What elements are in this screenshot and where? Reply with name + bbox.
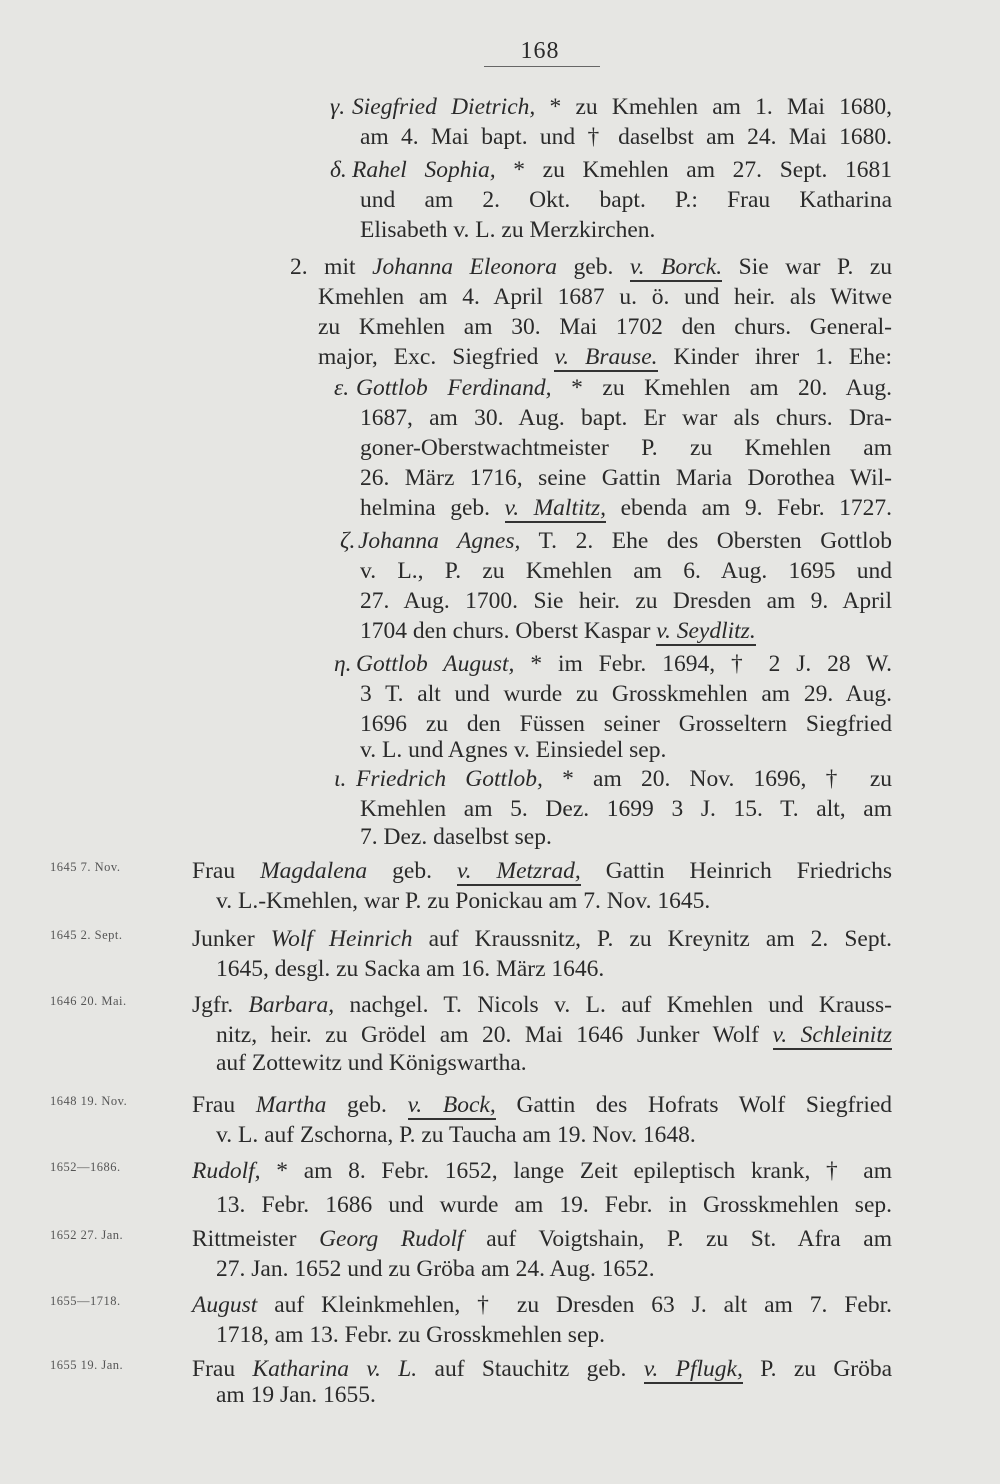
delta-line-3: Elisabeth v. L. zu Merzkirchen. xyxy=(360,217,656,243)
epsilon-line-2: 1687, am 30. Aug. bapt. Er war als churs. Dra- xyxy=(360,405,892,431)
zeta-line-2: v. L., P. zu Kmehlen am 6. Aug. 1695 und xyxy=(360,558,892,584)
epsilon-line-1: ε. Gottlob Ferdinand, * zu Kmehlen am 20. Aug. xyxy=(334,375,892,401)
entry-date: 1645 2. Sept. xyxy=(50,928,123,942)
person-name: Wolf Heinrich xyxy=(270,926,413,952)
entry-line-3: auf Zottewitz und Königswartha. xyxy=(216,1050,527,1076)
person-name: Rahel Sophia, xyxy=(352,157,496,183)
entry-date: 1648 19. Nov. xyxy=(50,1094,128,1108)
entry-line-1: Rittmeister Georg Rudolf auf Voigtshain, P. zu St. Afra am xyxy=(192,1226,893,1252)
family-name-underlined: v. Maltitz, xyxy=(504,495,607,521)
eta-line-3: 1696 zu den Füssen seiner Grosseltern Siegfried xyxy=(360,711,892,737)
family-name-underlined: v. Borck. xyxy=(629,254,723,280)
gamma-line-2: am 4. Mai bapt. und † daselbst am 24. Mai 1680. xyxy=(360,124,892,150)
person-name: Gottlob Ferdinand, xyxy=(356,375,552,401)
marriage-2-line-4: major, Exc. Siegfried v. Brause. Kinder ihrer 1. Ehe: xyxy=(318,344,892,370)
delta-line-2: und am 2. Okt. bapt. P.: Frau Katharina xyxy=(360,187,892,213)
person-name: Martha xyxy=(255,1092,327,1118)
person-name: Johanna Agnes, xyxy=(358,528,521,554)
zeta-line-3: 27. Aug. 1700. Sie heir. zu Dresden am 9. April xyxy=(360,588,892,614)
person-name: Friedrich Gottlob, xyxy=(356,766,543,792)
marriage-2-line-2: Kmehlen am 4. April 1687 u. ö. und heir. als Witwe xyxy=(318,284,892,310)
entry-line-1: Jgfr. Barbara, nachgel. T. Nicols v. L. auf Kmehlen und Krauss- xyxy=(192,992,893,1018)
page-number: 168 xyxy=(520,38,560,64)
epsilon-line-5: helmina geb. v. Maltitz, ebenda am 9. Febr. 1727. xyxy=(360,495,893,521)
family-name-underlined: v. Seydlitz. xyxy=(656,618,756,644)
entry-line-2: 27. Jan. 1652 und zu Gröba am 24. Aug. 1652. xyxy=(216,1256,655,1282)
entry-line-2: 13. Febr. 1686 und wurde am 19. Febr. in Grosskmehlen sep. xyxy=(216,1192,892,1218)
entry-date: 1646 20. Mai. xyxy=(50,994,127,1008)
entry-line-1: Rudolf, * am 8. Febr. 1652, lange Zeit epileptisch krank, † am xyxy=(192,1158,892,1184)
family-name-underlined: v. Pflugk, xyxy=(643,1356,743,1382)
entry-line-1: Junker Wolf Heinrich auf Kraussnitz, P. zu Kreynitz am 2. Sept. xyxy=(192,926,892,952)
eta-line-2: 3 T. alt und wurde zu Grosskmehlen am 29. Aug. xyxy=(360,681,892,707)
entry-line-1: Frau Martha geb. v. Bock, Gattin des Hofrats Wolf Siegfried xyxy=(192,1092,893,1118)
entry-line-2: v. L.-Kmehlen, war P. zu Ponickau am 7. Nov. 1645. xyxy=(216,888,711,914)
family-name-underlined: v. Schleinitz xyxy=(772,1022,893,1048)
person-name: Barbara, xyxy=(248,992,335,1018)
entry-line-2: nitz, heir. zu Grödel am 20. Mai 1646 Junker Wolf v. Schleinitz xyxy=(216,1022,893,1048)
eta-line-1: η. Gottlob August, * im Febr. 1694, † 2 J. 28 W. xyxy=(334,651,892,677)
person-name: August xyxy=(192,1292,258,1318)
entry-date: 1652—1686. xyxy=(50,1160,121,1174)
zeta-line-4: 1704 den churs. Oberst Kaspar v. Seydlitz. xyxy=(360,618,756,644)
person-name: Gottlob August, xyxy=(356,651,515,677)
header-rule xyxy=(484,66,600,67)
entry-line-2: v. L. auf Zschorna, P. zu Taucha am 19. Nov. 1648. xyxy=(216,1122,696,1148)
entry-line-2: 1718, am 13. Febr. zu Grosskmehlen sep. xyxy=(216,1322,606,1348)
entry-date: 1645 7. Nov. xyxy=(50,860,121,874)
person-name: Georg Rudolf xyxy=(319,1226,464,1252)
epsilon-line-4: 26. März 1716, seine Gattin Maria Dorothea Wil- xyxy=(360,465,892,491)
epsilon-line-3: goner-Oberstwachtmeister P. zu Kmehlen am xyxy=(360,435,892,461)
zeta-line-1: ζ. Johanna Agnes, T. 2. Ehe des Obersten Gottlob xyxy=(340,528,893,554)
marriage-2-line-3: zu Kmehlen am 30. Mai 1702 den churs. General- xyxy=(318,314,892,340)
person-name: Rudolf, xyxy=(192,1158,261,1184)
entry-line-2: am 19 Jan. 1655. xyxy=(216,1382,376,1408)
family-name-underlined: v. Brause. xyxy=(554,344,658,370)
entry-line-1: August auf Kleinkmehlen, † zu Dresden 63 J. alt am 7. Febr. xyxy=(192,1292,892,1318)
family-name-underlined: v. Metzrad, xyxy=(456,858,581,884)
iota-line-1: ι. Friedrich Gottlob, * am 20. Nov. 1696, † zu xyxy=(334,766,892,792)
gamma-line-1: γ. Siegfried Dietrich, * zu Kmehlen am 1. Mai 1680, xyxy=(330,94,892,120)
iota-line-2: Kmehlen am 5. Dez. 1699 3 J. 15. T. alt, am xyxy=(360,796,892,822)
eta-line-4: v. L. und Agnes v. Einsiedel sep. xyxy=(360,737,667,763)
person-name: Katharina v. L. xyxy=(252,1356,418,1382)
iota-line-3: 7. Dez. daselbst sep. xyxy=(360,824,552,850)
entry-line-1: Frau Katharina v. L. auf Stauchitz geb. v. Pflugk, P. zu Gröba xyxy=(192,1356,893,1382)
entry-date: 1652 27. Jan. xyxy=(50,1228,124,1242)
delta-line-1: δ. Rahel Sophia, * zu Kmehlen am 27. Sept. 1681 xyxy=(330,157,893,183)
entry-line-1: Frau Magdalena geb. v. Metzrad, Gattin Heinrich Friedrichs xyxy=(192,858,893,884)
family-name-underlined: v. Bock, xyxy=(407,1092,496,1118)
entry-date: 1655—1718. xyxy=(50,1294,121,1308)
person-name: Johanna Eleonora xyxy=(372,254,557,280)
entry-date: 1655 19. Jan. xyxy=(50,1358,124,1372)
marriage-2-line-1: 2. mit Johanna Eleonora geb. v. Borck. Sie war P. zu xyxy=(290,254,893,280)
entry-line-2: 1645, desgl. zu Sacka am 16. März 1646. xyxy=(216,956,605,982)
person-name: Magdalena xyxy=(260,858,368,884)
person-name: Siegfried Dietrich, xyxy=(352,94,536,120)
